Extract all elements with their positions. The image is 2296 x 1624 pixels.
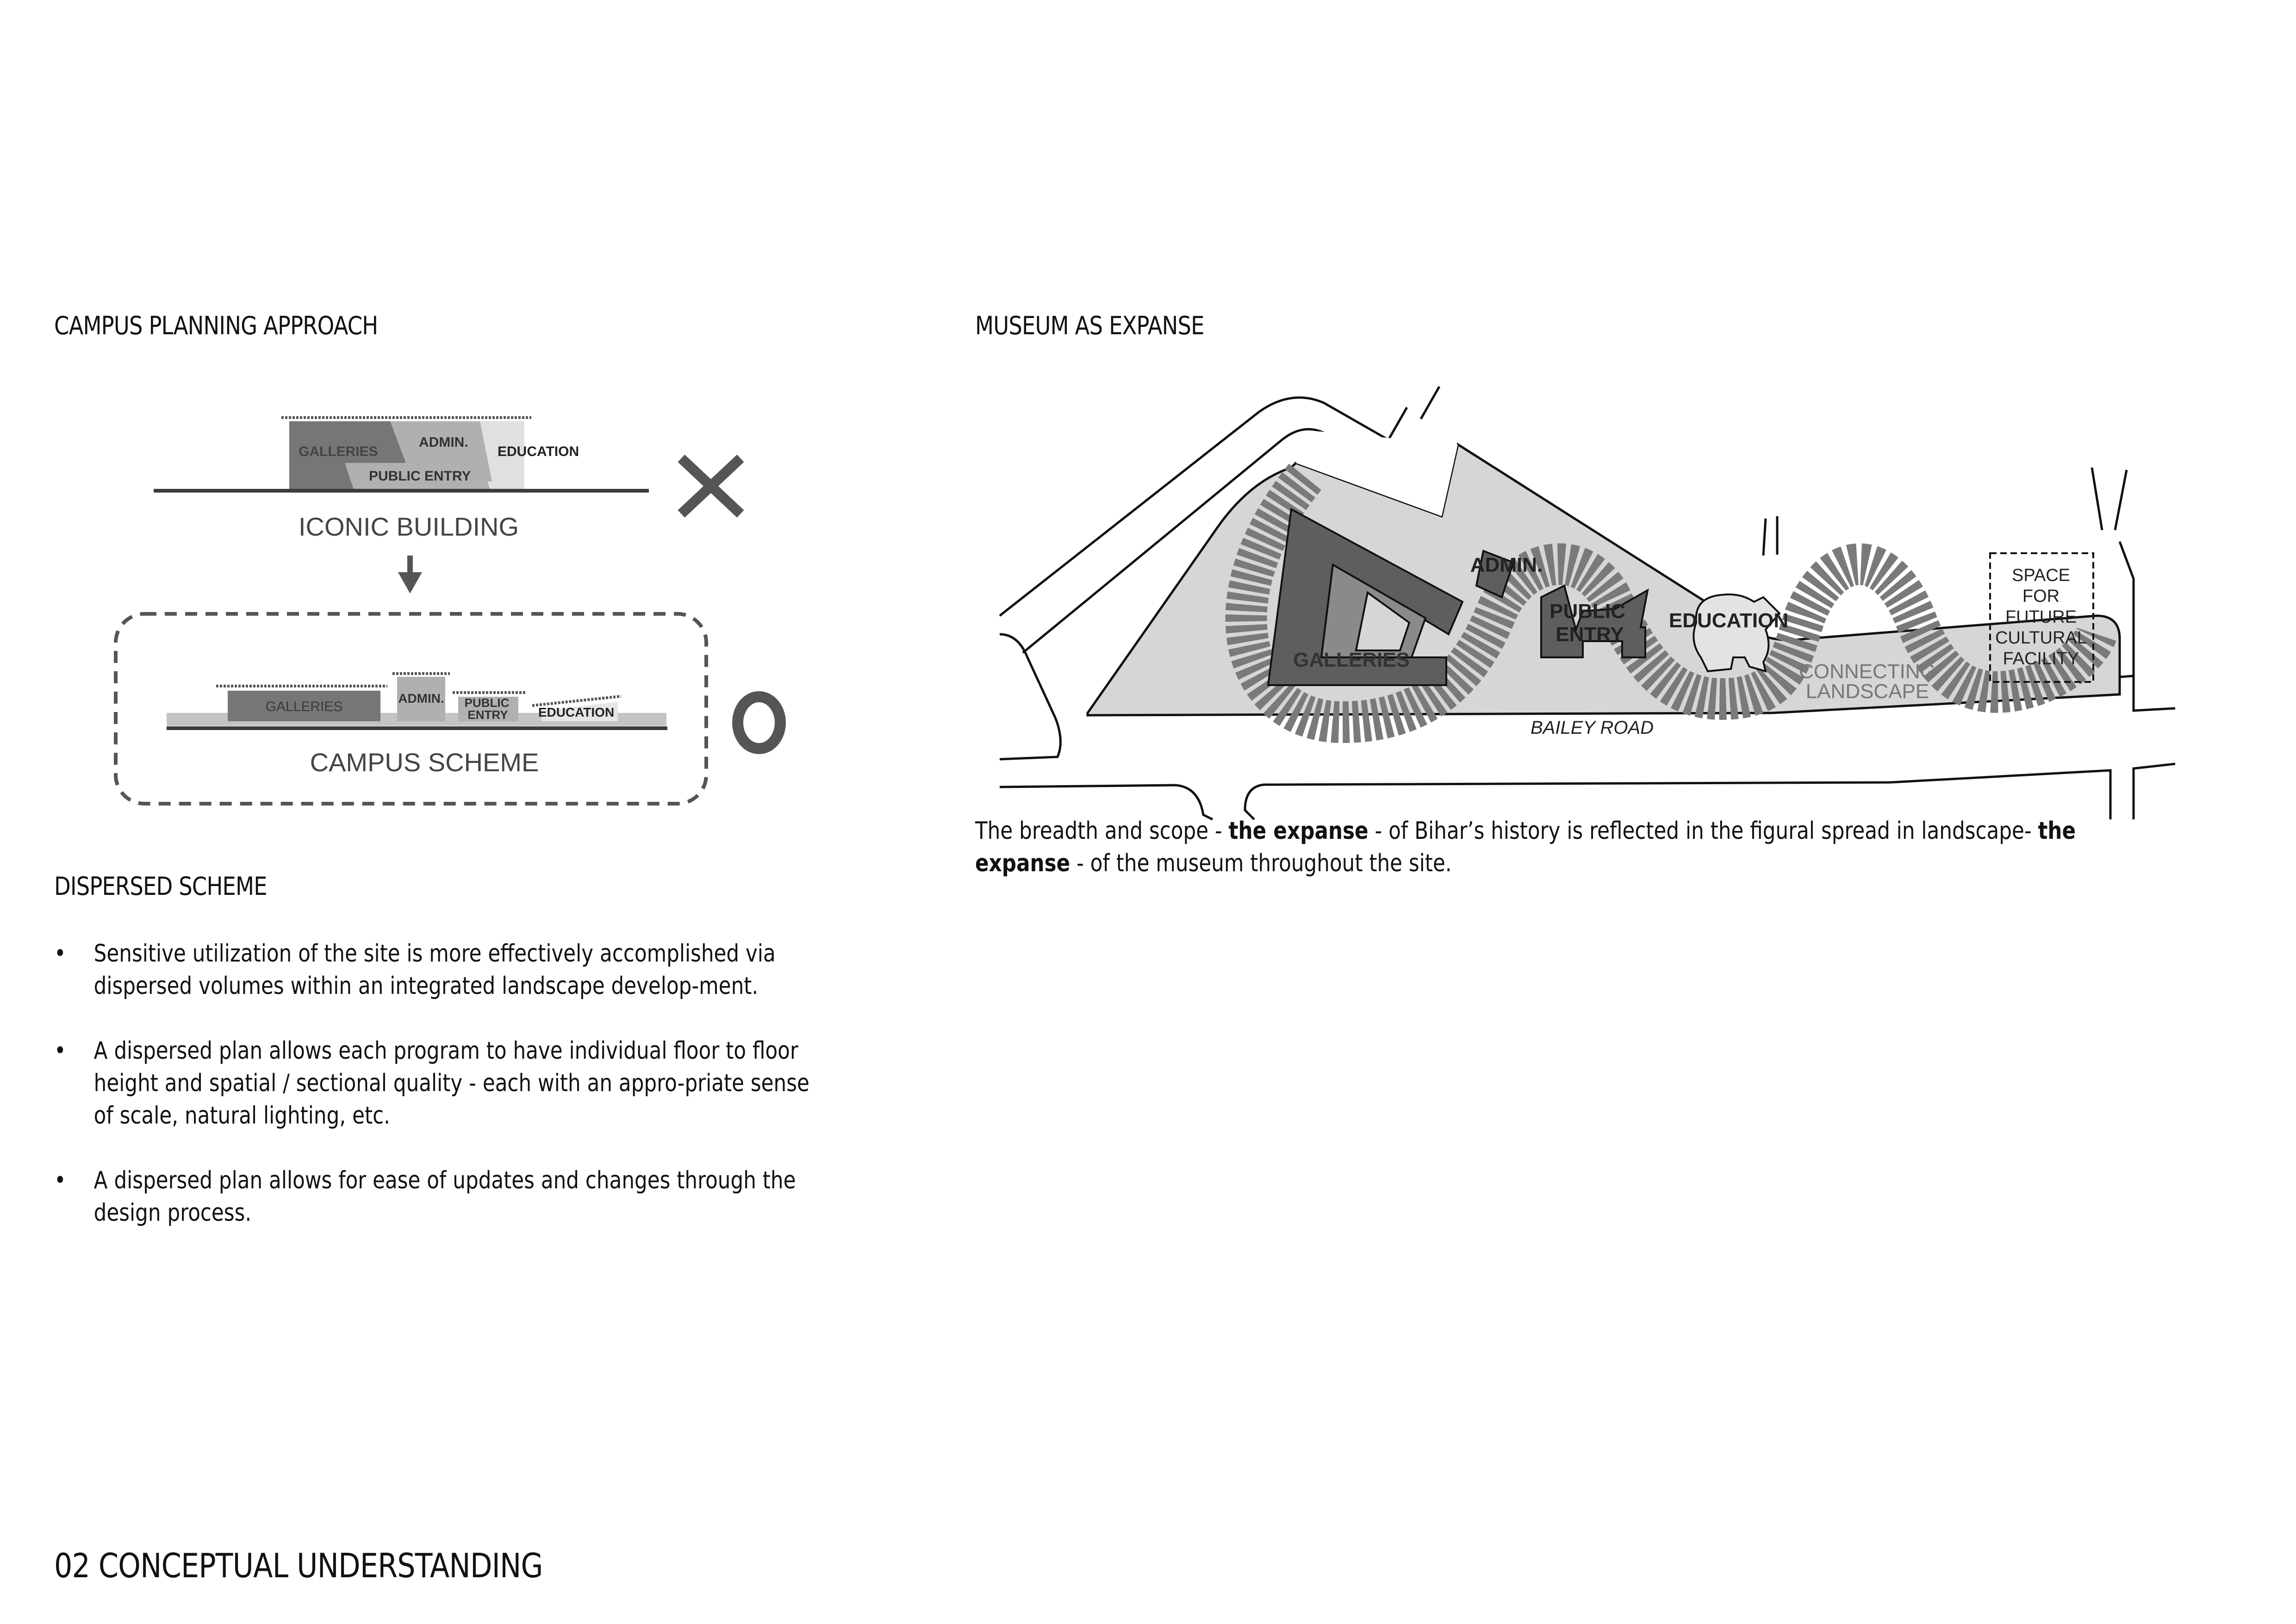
- caption-part-1: The breadth and scope -: [975, 817, 1229, 845]
- arrow-down-icon: [398, 556, 422, 593]
- campus-admin-label: ADMIN.: [398, 691, 444, 706]
- campus-galleries-label: GALLERIES: [265, 699, 343, 714]
- map-connecting-label-1: CONNECTING: [1799, 660, 1936, 683]
- campus-public-label-1: PUBLIC: [464, 696, 510, 710]
- caption-bold-2: the expanse: [975, 817, 2076, 877]
- iconic-admin-label: ADMIN.: [419, 435, 468, 450]
- bullet-marker: •: [54, 1037, 66, 1065]
- museum-expanse-caption: [975, 815, 2141, 880]
- bullet-item: [54, 1164, 816, 1229]
- bullet-item: [54, 937, 816, 1002]
- campus-scheme-diagram: [116, 614, 706, 804]
- map-public-label-1: PUBLIC: [1549, 600, 1625, 623]
- campus-scheme-caption: CAMPUS SCHEME: [310, 748, 539, 777]
- map-education-label: EDUCATION: [1668, 609, 1789, 632]
- circle-icon: [738, 697, 780, 749]
- dispersed-scheme-heading: DISPERSED SCHEME: [54, 872, 267, 901]
- map-public-label-2: ENTRY: [1556, 623, 1624, 646]
- caption-bold-1: the expanse: [1228, 817, 1369, 845]
- bullet-marker: •: [54, 1167, 66, 1194]
- cross-icon: [681, 458, 740, 514]
- map-future-label-4: CULTURAL: [1995, 628, 2087, 648]
- map-future-label-1: SPACE: [2011, 566, 2071, 585]
- caption-part-2: - of Bihar’s history is reflected in the figural spread in landscape-: [1368, 817, 2038, 845]
- bailey-road-label: BAILEY ROAD: [1530, 718, 1654, 738]
- bullet-text: A dispersed plan allows each program to have individual floor to floor height and spatial / sectional quality - each with an appro-priate sense of scale, natural lighting, etc.: [93, 1037, 809, 1130]
- map-future-label-2: FOR: [2022, 587, 2060, 606]
- bullet-marker: •: [54, 940, 66, 968]
- section-footer-title: 02 CONCEPTUAL UNDERSTANDING: [54, 1546, 543, 1585]
- site-map: [1000, 387, 2175, 819]
- caption-part-3: - of the museum throughout the site.: [1070, 849, 1452, 877]
- iconic-education-label: EDUCATION: [498, 444, 579, 459]
- iconic-building-diagram: [154, 418, 740, 541]
- map-connecting-label-2: LANDSCAPE: [1805, 680, 1929, 703]
- map-future-label-5: FACILITY: [2003, 649, 2079, 668]
- campus-planning-heading: CAMPUS PLANNING APPROACH: [54, 311, 378, 340]
- map-admin-label: ADMIN.: [1470, 554, 1543, 576]
- dispersed-scheme-list: [54, 937, 816, 1262]
- iconic-building-caption: ICONIC BUILDING: [298, 512, 519, 541]
- iconic-galleries-label: GALLERIES: [299, 444, 378, 459]
- iconic-public-entry-label: PUBLIC ENTRY: [369, 468, 471, 484]
- map-galleries-label: GALLERIES: [1293, 649, 1410, 671]
- campus-education-label: EDUCATION: [538, 705, 615, 719]
- bullet-item: [54, 1035, 816, 1132]
- campus-public-label-2: ENTRY: [467, 708, 508, 722]
- museum-expanse-heading: MUSEUM AS EXPANSE: [975, 311, 1204, 340]
- bullet-text: A dispersed plan allows for ease of updates and changes through the design process.: [93, 1167, 796, 1227]
- map-future-label-3: FUTURE: [2005, 607, 2077, 627]
- bullet-text: Sensitive utilization of the site is more effectively accomplished via dispersed volumes within an integrated landscape develop-ment.: [93, 940, 776, 1000]
